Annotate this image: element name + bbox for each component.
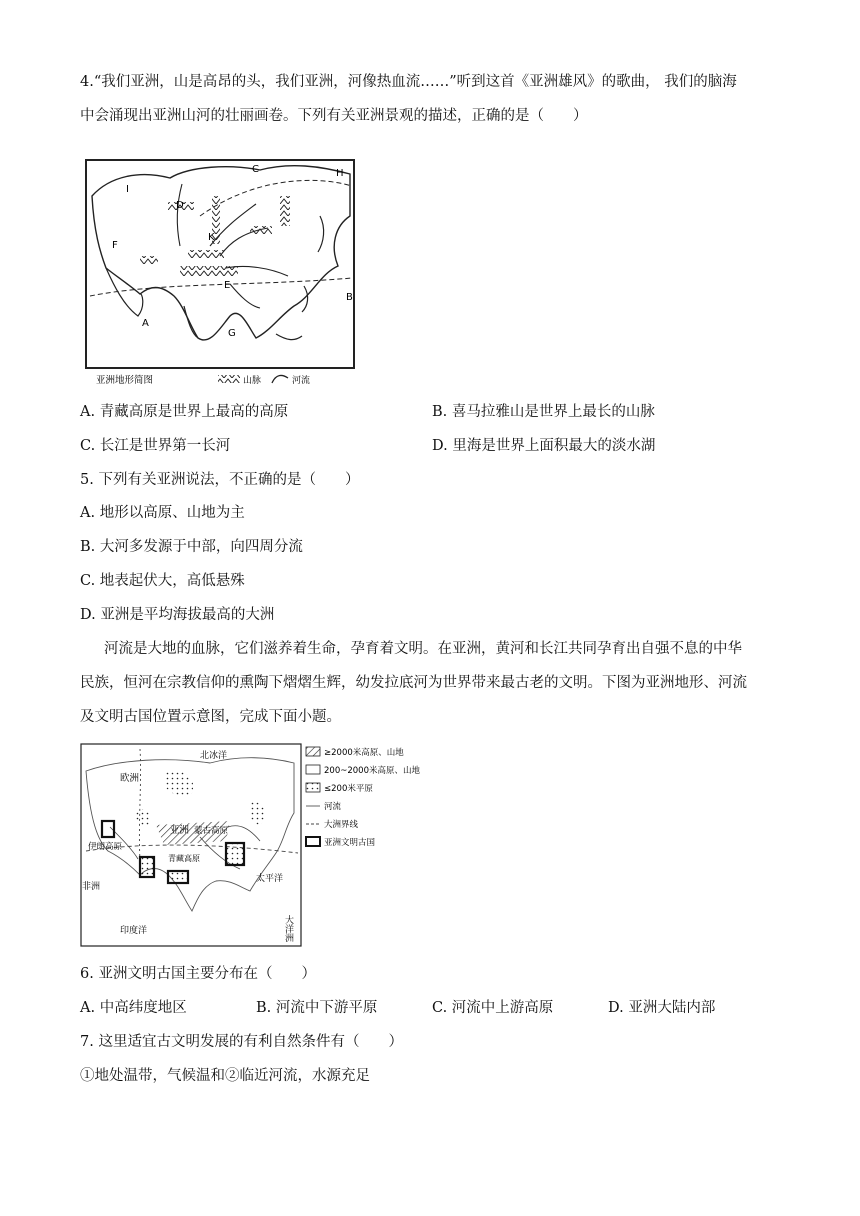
map-caption: 亚洲地形简图 [96,375,154,386]
civilization-box-indus [140,857,154,877]
passage-line2: 民族，恒河在宗教信仰的熏陶下熠熠生辉，幼发拉底河为世界带来最古老的文明。下图为亚洲地形、河流 [80,675,747,691]
map-letter-c: C [252,164,259,175]
legend-item-boundary: 大洲界线 [324,820,359,830]
label-tibet: 青藏高原 [168,854,200,863]
q5-option-b: B. 大河多发源于中部，向四周分流 [80,539,303,555]
q4-option-a: A. 青藏高原是世界上最高的高原 [80,404,289,420]
q6-option-d: D. 亚洲大陆内部 [608,1000,716,1016]
q5-stem: 5. 下列有关亚洲说法，不正确的是（ ） [80,472,360,488]
q4-stem-line2: 中会涌现出亚洲山河的壮丽画卷。下列有关亚洲景观的描述，正确的是（ ） [80,108,588,124]
map-letter-d: D [176,200,184,211]
legend-item-river: 河流 [324,802,342,812]
legend-item-civilization: 亚洲文明古国 [324,838,376,848]
legend-item-plain: ≤200米平原 [324,784,373,794]
label-pacific: 太平洋 [256,874,284,884]
passage-line1: 河流是大地的血脉，它们滋养着生命，孕育着文明。在亚洲，黄河和长江共同孕育出自强不息的中华 [104,641,742,657]
q4-option-b: B. 喜马拉雅山是世界上最长的山脉 [432,404,655,420]
river-legend-icon [272,375,288,383]
q5-option-d: D. 亚洲是平均海拔最高的大洲 [80,607,275,623]
map-letter-f: F [112,240,118,251]
label-mongolia: 蒙古高原 [194,826,229,836]
civilization-box-ganges [168,871,188,883]
map-letter-k: K [208,232,215,243]
map-letter-b: B [346,292,353,303]
q4-stem-line1: 4.“我们亚洲，山是高昂的头，我们亚洲，河像热血流……”听到这首《亚洲雄风》的歌曲， 我们的脑海 [80,74,737,90]
map-letter-h: H [336,168,344,179]
label-oceania: 大洋洲 [283,915,293,942]
passage-line3: 及文明古国位置示意图，完成下面小题。 [80,709,341,725]
legend-item-mid: 200~2000米高原、山地 [324,766,420,776]
label-iran: 伊朗高原 [88,842,123,852]
map-legend [306,747,420,848]
map-letter-g: G [228,328,236,339]
q6-option-c: C. 河流中上游高原 [432,1000,554,1016]
q6-stem: 6. 亚洲文明古国主要分布在（ ） [80,966,316,982]
q6-option-a: A. 中高纬度地区 [80,1000,187,1016]
legend-mountain-label: 山脉 [243,376,262,386]
asia-civilization-map [80,741,420,949]
legend-river-label: 河流 [292,376,311,386]
label-asia: 亚洲 [170,825,190,836]
q5-option-c: C. 地表起伏大，高低悬殊 [80,573,245,589]
mountain-legend-icon [218,375,240,383]
asia-terrain-map [80,156,370,388]
label-arctic: 北冰洋 [200,751,228,761]
q7-line1: ①地处温带，气候温和②临近河流，水源充足 [80,1068,370,1084]
civilization-box-china [226,843,244,865]
q4-option-d: D. 里海是世界上面积最大的淡水湖 [432,438,656,454]
q5-option-a: A. 地形以高原、山地为主 [80,505,245,521]
q6-option-b: B. 河流中下游平原 [256,1000,378,1016]
q4-option-c: C. 长江是世界第一长河 [80,438,231,454]
map-letter-e: E [224,280,231,291]
q7-stem: 7. 这里适宜古文明发展的有利自然条件有（ ） [80,1034,403,1050]
label-africa: 非洲 [82,882,101,892]
map-letter-i: I [126,184,129,195]
map-letter-a: A [142,318,149,329]
legend-item-high: ≥2000米高原、山地 [324,748,404,758]
label-europe: 欧洲 [120,773,140,784]
label-indian: 印度洋 [120,926,148,936]
